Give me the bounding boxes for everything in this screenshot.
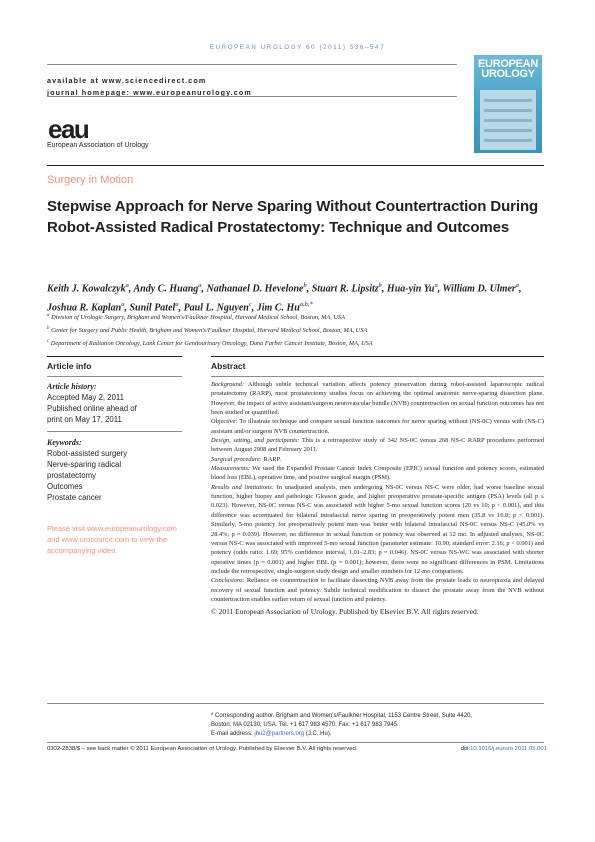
abstract-section-text: RARP. bbox=[261, 455, 282, 463]
affiliation-mark: b bbox=[47, 326, 50, 332]
journal-reference: EUROPEAN UROLOGY 60 (2011) 536–547 bbox=[209, 44, 386, 51]
abstract-body bbox=[211, 380, 544, 617]
abstract-section bbox=[211, 417, 544, 436]
keywords-block bbox=[47, 438, 182, 503]
sciencedirect-line: available at www.sciencedirect.com bbox=[47, 76, 207, 85]
email-line: E-mail address: jhu2@partners.org (J.C. Hu). bbox=[211, 731, 332, 738]
abstract-section bbox=[211, 380, 544, 417]
abstract-section-label: Objective: bbox=[211, 418, 238, 426]
abstract-section-text: We used the Expanded Prostate Cancer Index Composite (EPIC) sexual function and potency scores, estimated blood loss (EBL), operative time, and positive surgical margin (PSM). bbox=[211, 465, 544, 482]
article-history bbox=[47, 382, 182, 425]
keywords-rule bbox=[47, 431, 182, 432]
abstract-section-text: To illustrate technique and compare sexual function outcomes for nerve sparing without (NS-0C) versus with (NS-C) assistant and/or surgeon NVB countertraction. bbox=[211, 418, 544, 435]
eau-logo-mark: eau bbox=[48, 116, 89, 142]
author-affiliation-mark[interactable]: a bbox=[175, 300, 179, 308]
doi-link[interactable]: 10.1016/j.eururo.2011.05.001 bbox=[470, 746, 547, 752]
body-end-rule bbox=[47, 703, 544, 704]
author-name: Nathanael D. Hevelone bbox=[206, 283, 304, 295]
author-affiliation-mark[interactable]: a bbox=[198, 282, 202, 289]
author-name: Joshua R. Kaplan bbox=[47, 302, 122, 314]
abstract-section-label: Results and limitations: bbox=[211, 483, 274, 491]
abstract-section-label: Conclusions: bbox=[211, 577, 245, 585]
keyword: Outcomes bbox=[47, 482, 83, 492]
article-title: Stepwise Approach for Nerve Sparing Without Countertraction During Robot-Assisted Radical Prostatectomy: Technique and Outcomes bbox=[47, 198, 539, 236]
author-name: Sunil Patel bbox=[129, 302, 176, 314]
corresponding-author: * Corresponding author. Brigham and Women's/Faulkner Hospital, 1153 Centre Street, Suite 4420, bbox=[211, 713, 473, 719]
abstract-section-text: Although subtle technical variation affects potency preservation during robot-assisted laparoscopic radical prostatectomy (RARP), most prostatectomy studies focus on achieving the optimal anatomic nerve-sparing dissection plane. However, the impact of active assistant/surgeon neurovascular bundle (NVB) countertraction on sexual function outcomes has not been studied or quantified. bbox=[211, 381, 544, 417]
cover-decoration bbox=[484, 109, 532, 112]
abstract-section-text: Reliance on countertraction to facilitate dissecting NVB away from the prostate leads to neuropraxia and delayed recovery of sexual function and potency. Subtle technical modification to dissect the prostate away from the NVB without countertraction enables earlier return of sexual function and potency. bbox=[211, 577, 544, 603]
published-line: Published online ahead of bbox=[47, 404, 137, 414]
author-affiliation-mark[interactable]: a bbox=[125, 282, 129, 289]
masthead-rule bbox=[47, 165, 544, 166]
affiliation-item bbox=[47, 336, 547, 349]
contact-line: Boston, MA 02130, USA. Tel. +1 617 983 4570; Fax: +1 617 983 7945. bbox=[211, 722, 399, 729]
abstract-heading: Abstract bbox=[211, 361, 246, 371]
author-affiliation-mark[interactable]: a bbox=[121, 300, 125, 308]
abstract-section-label: Surgical procedure: bbox=[211, 455, 262, 463]
abstract-section bbox=[211, 576, 544, 604]
header-divider bbox=[47, 96, 457, 97]
article-info-rule bbox=[47, 376, 182, 377]
abstract-section-text: In unadjusted analysis, men undergoing NS-0C versus NS-C were older, had worse baseline sexual function, higher biopsy and pathologic Gleason grade, and higher preoperative prostate-specific antigen (PSA) levels (all p ≤ 0.023). However, NS-0C versus NS-C was associated with higher 5-mo sexual function scores (20 vs 10; p < 0.001), and this difference was accentuated for bilateral intrafascial nerve sparing in preoperatively potent men (35.8 vs 16.8; p < 0.001). Similarly, 5-mo potency for preoperatively potent men was better with bilateral intrafascial NS-0C versus NS-C (45.0% vs 28.4%; p = 0.039). However, no difference in sexual function or potency was observed at 12 mo. In adjusted analyses, NS-0C versus NS-C was associated with improved 5-mo sexual function (parameter estimate: 10.90; standard error: 2.16; p < 0.001) and potency (odds ratio: 1.69; 95% confidence interval, 1.01–2.83; p = 0.046). NS-0C versus NS-WC was associated with shorter operative times (p = 0.001) and higher EBL (p = 0.001); however, there were no significant differences in PSM. Limitations include the retrospective, single-surgeon study design and smaller numbers for 12-mo comparison. bbox=[211, 483, 544, 575]
footer-doi: doi:10.1016/j.eururo.2011.05.001 bbox=[460, 746, 547, 752]
affiliation-text: Center for Surgery and Public Health, Brigham and Women's/Faulkner Hospital, Harvard Medical School, Boston, MA, USA bbox=[49, 327, 368, 335]
abstract-section-label: Measurements: bbox=[211, 465, 251, 473]
eau-logo bbox=[46, 116, 106, 142]
footer-rule bbox=[47, 742, 544, 743]
author-name: Hua-yin Yu bbox=[386, 283, 435, 295]
video-link-note[interactable]: Please visit www.europeanurology.com and www.urosource.com to view the accompanying video. bbox=[47, 524, 177, 555]
email-link[interactable]: jhu2@partners.org bbox=[254, 731, 305, 738]
keyword: Prostate cancer bbox=[47, 493, 102, 503]
author-name: Keith J. Kowalczyk bbox=[47, 283, 126, 295]
keyword-list bbox=[47, 448, 182, 503]
header-divider bbox=[47, 64, 457, 65]
author-affiliation-mark[interactable]: a,b,* bbox=[299, 300, 313, 308]
abstract-section-label: Background: bbox=[211, 381, 245, 388]
journal-homepage-line: journal homepage: www.europeanurology.com bbox=[47, 87, 252, 97]
affiliation-item bbox=[47, 310, 547, 323]
accepted-date: Accepted May 2, 2011 bbox=[47, 393, 125, 403]
cover-decoration bbox=[484, 99, 532, 102]
footer-copyright: 0302-2838/$ – see back matter © 2011 European Association of Urology. Published by Elsevier B.V. All rights reserved. bbox=[47, 746, 358, 752]
section-label: Surgery in Motion bbox=[47, 174, 134, 186]
abstract-section-label: Design, setting, and participants: bbox=[211, 437, 300, 445]
keyword: Robot-assisted surgery bbox=[47, 449, 128, 459]
author-name: Andy C. Huang bbox=[133, 283, 199, 295]
cover-decoration bbox=[484, 119, 532, 122]
keywords-label: Keywords: bbox=[47, 438, 82, 447]
author-affiliation-mark[interactable]: a bbox=[515, 282, 520, 289]
affiliation-mark: c bbox=[47, 339, 50, 345]
abstract-section bbox=[211, 436, 544, 455]
cover-decoration bbox=[484, 139, 532, 142]
journal-cover-thumbnail bbox=[474, 55, 542, 153]
author-name: Paul L. Nguyen bbox=[183, 302, 249, 314]
correspondence bbox=[211, 712, 544, 740]
affiliations bbox=[47, 310, 547, 349]
article-info-rule bbox=[47, 356, 182, 357]
keyword: prostatectomy bbox=[47, 471, 96, 481]
page-footer bbox=[47, 745, 547, 753]
cover-decoration bbox=[484, 129, 532, 132]
availability-block bbox=[47, 75, 252, 98]
eau-name: European Association of Urology bbox=[47, 142, 149, 149]
author-list: Keith J. Kowalczyk$^a$, Andy C. Huang$^a$, Nathanael D. Hevelone$^b$, Stuart R. Lipsitz$^b$, Hua-yin Yu$^a$, William D. Ulmer$^a$, Joshua R. Kaplan$^a$, Sunil Patel$^a$, Paul L. Nguyen$^c$, Jim C. $Hu^{a,b,*}$ bbox=[47, 282, 522, 314]
abstract-section bbox=[211, 483, 544, 576]
author-affiliation-mark[interactable]: b bbox=[303, 282, 307, 289]
abstract-rule bbox=[211, 376, 544, 377]
abstract-section bbox=[211, 464, 544, 483]
affiliation-text: Division of Urologic Surgery, Brigham and Women's/Faulkner Hospital, Harvard Medical School, Boston, MA, USA bbox=[49, 314, 345, 322]
published-line: print on May 17, 2011 bbox=[47, 415, 122, 425]
author-name: Jim C. Hu bbox=[256, 302, 300, 314]
abstract-rule bbox=[211, 356, 544, 357]
abstract-section bbox=[211, 455, 544, 464]
author-affiliation-mark[interactable]: c bbox=[248, 300, 252, 308]
author-affiliation-mark[interactable]: a bbox=[434, 282, 438, 289]
copyright-notice: © 2011 European Association of Urology. Published by Elsevier B.V. All rights reserved. bbox=[211, 607, 479, 617]
affiliation-text: Department of Radiation Oncology, Lank Center for Genitourinary Oncology, Dana Farber Cancer Institute, Boston, MA, USA bbox=[49, 340, 373, 348]
article-info-heading: Article info bbox=[47, 361, 92, 371]
abstract-section-text: This is a retrospective study of 342 NS-0C versus 268 NS-C RARP procedures performed between August 2008 and February 2011. bbox=[211, 437, 544, 454]
affiliation-mark: a bbox=[47, 313, 50, 318]
affiliation-item bbox=[47, 323, 547, 336]
cover-title: EUROPEAN UROLOGY bbox=[478, 58, 538, 80]
author-name: Stuart R. Lipsitz bbox=[311, 283, 379, 295]
author-name: William D. Ulmer bbox=[442, 283, 516, 295]
abstract-sections bbox=[211, 380, 544, 604]
author-affiliation-mark[interactable]: b bbox=[378, 282, 382, 289]
history-label: Article history: bbox=[47, 382, 97, 391]
keyword: Nerve-sparing radical bbox=[47, 460, 122, 470]
